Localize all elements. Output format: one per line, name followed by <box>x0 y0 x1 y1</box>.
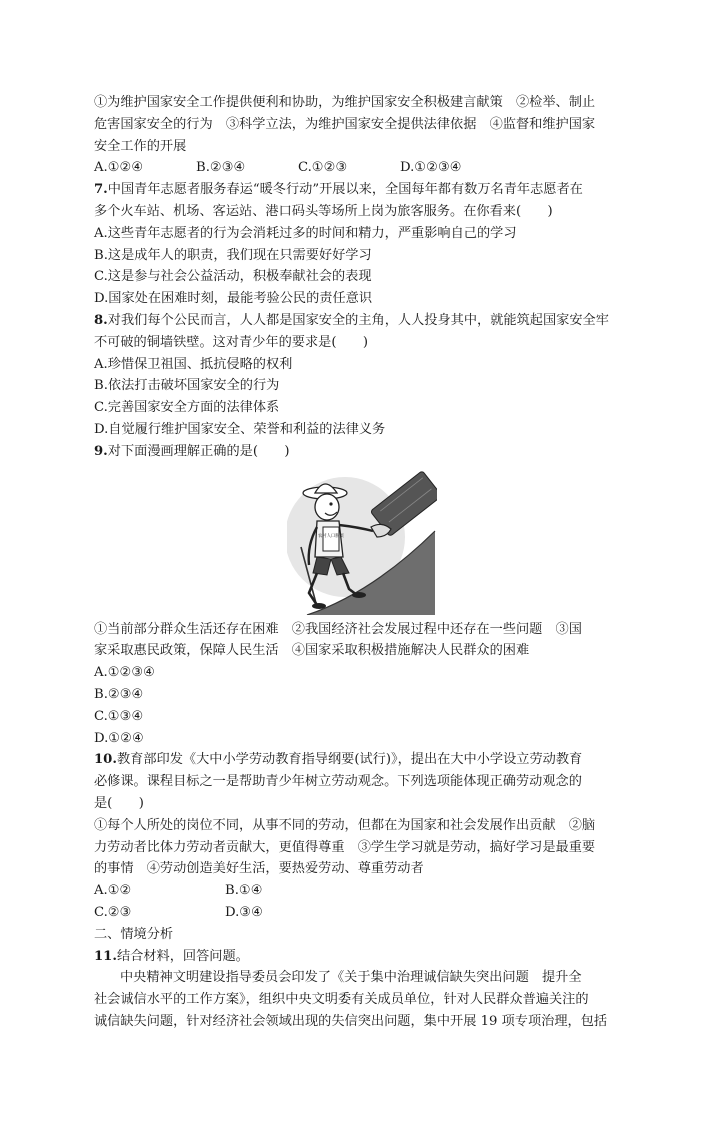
q6-option-c: C.①②③ <box>298 160 348 176</box>
q6-statement-line-2: 危害国家安全的行为 ③科学立法，为维护国家安全提供法律依据 ④监督和维护国家 <box>94 116 596 132</box>
q9-statement-line-2: 家采取惠民政策，保障人民生活 ④国家采取积极措施解决人民群众的困难 <box>94 643 530 659</box>
q9-cartoon-figure <box>94 465 630 615</box>
q11-material-line-1: 中央精神文明建设指导委员会印发了《关于集中治理诚信缺失突出问题 提升全 <box>120 970 582 986</box>
q9-option-d: D.①②④ <box>94 730 144 746</box>
q10-stem-text-1: 教育部印发《大中小学劳动教育指导纲要(试行)》，提出在大中小学设立劳动教育 <box>116 752 583 768</box>
q10-options-row-2 <box>94 902 630 924</box>
q10-stem-line-1 <box>94 749 630 771</box>
q6-statement-line-1: ①为维护国家安全工作提供便利和协助，为维护国家安全积极建言献策 ②检举、制止 <box>94 95 596 110</box>
q8-number: 8. <box>94 312 108 328</box>
q8-stem-line-2: 不可破的铜墙铁壁。这对青少年的要求是( ) <box>94 334 369 350</box>
q7-option-a: A.这些青年志愿者的行为会消耗过多的时间和精力，严重影响自己的学习 <box>94 225 517 241</box>
q7-number: 7. <box>94 182 108 198</box>
q9-number: 9. <box>94 443 108 459</box>
q10-statement-line-3: 的事情 ④劳动创造美好生活，要热爱劳动、尊重劳动者 <box>94 861 424 877</box>
q10-statement-line-1: ①每个人所处的岗位不同，从事不同的劳动，但都在为国家和社会发展作出贡献 ②脑 <box>94 817 596 833</box>
q9-stem-text: 对下面漫画理解正确的是( ) <box>107 443 290 459</box>
q11-material-line-3: 诚信缺失问题，针对经济社会领域出现的失信突出问题，集中开展 19 项专项治理，包括 <box>94 1013 608 1029</box>
q9-option-c: C.①③④ <box>94 708 144 724</box>
q11-material-line-2: 社会诚信水平的工作方案》，组织中央文明委有关成员单位，针对人民群众普遍关注的 <box>94 992 589 1008</box>
q9-option-a: A.①②③④ <box>94 665 156 681</box>
q7-option-c: C.这是参与社会公益活动，积极奉献社会的表现 <box>94 269 372 285</box>
q10-stem-line-3: 是( ) <box>94 795 144 811</box>
q8-stem-line-1 <box>94 310 630 332</box>
q8-option-c: C.完善国家安全方面的法律体系 <box>94 400 280 416</box>
poverty-cartoon-illustration <box>287 465 437 615</box>
q8-option-d: D.自觉履行维护国家安全、荣誉和利益的法律义务 <box>94 421 386 437</box>
q9-statement-line-1: ①当前部分群众生活还存在困难 ②我国经济社会发展过程中还存在一些问题 ③国 <box>94 621 582 637</box>
q10-statement-line-2: 力劳动者比体力劳动者贡献大，更值得尊重 ③学生学习就是劳动，搞好学习是最重要 <box>94 839 596 855</box>
q10-option-d: D.③④ <box>225 904 263 920</box>
q10-stem-line-2: 必修课。课程目标之一是帮助青少年树立劳动观念。下列选项能体现正确劳动观念的 <box>94 774 582 790</box>
q10-option-b: B.①④ <box>225 883 263 899</box>
q7-stem-text-1: 中国青年志愿者服务春运“暖冬行动”开展以来，全国每年都有数万名青年志愿者在 <box>107 182 583 198</box>
q10-option-c: C.②③ <box>94 904 132 920</box>
q10-option-a: A.①② <box>94 883 132 899</box>
section-heading-situation-analysis: 二、情境分析 <box>94 926 174 942</box>
q8-option-a: A.珍惜保卫祖国、抵抗侵略的权利 <box>94 356 293 372</box>
q7-option-d: D.国家处在困难时刻，最能考验公民的责任意识 <box>94 291 373 307</box>
q11-stem-text: 结合材料，回答问题。 <box>116 948 249 964</box>
document-page <box>94 92 630 1033</box>
q10-options-row-1 <box>94 880 630 902</box>
q7-stem-line-1 <box>94 179 630 201</box>
q11-stem <box>94 946 630 968</box>
q8-stem-text-1: 对我们每个公民而言，人人都是国家安全的主角，人人投身其中，就能筑起国家安全牢 <box>107 312 609 328</box>
q6-options <box>94 157 630 179</box>
q11-number: 11. <box>94 948 117 964</box>
q9-option-b: B.②③④ <box>94 686 144 702</box>
q6-option-d: D.①②③④ <box>400 160 462 176</box>
q8-option-b: B.依法打击破坏国家安全的行为 <box>94 378 280 394</box>
q7-stem-line-2: 多个火车站、机场、客运站、港口码头等场所上岗为旅客服务。在你看来( ) <box>94 203 553 219</box>
q6-option-b: B.②③④ <box>196 160 246 176</box>
q10-number: 10. <box>94 752 117 768</box>
q7-option-b: B.这是成年人的职责，我们现在只需要好好学习 <box>94 247 372 263</box>
q9-stem <box>94 441 630 463</box>
cartoon-badge-text: 农村人口脱贫 <box>317 533 345 539</box>
q6-option-a: A.①②④ <box>94 160 144 176</box>
q6-statement-line-3: 安全工作的开展 <box>94 138 187 154</box>
